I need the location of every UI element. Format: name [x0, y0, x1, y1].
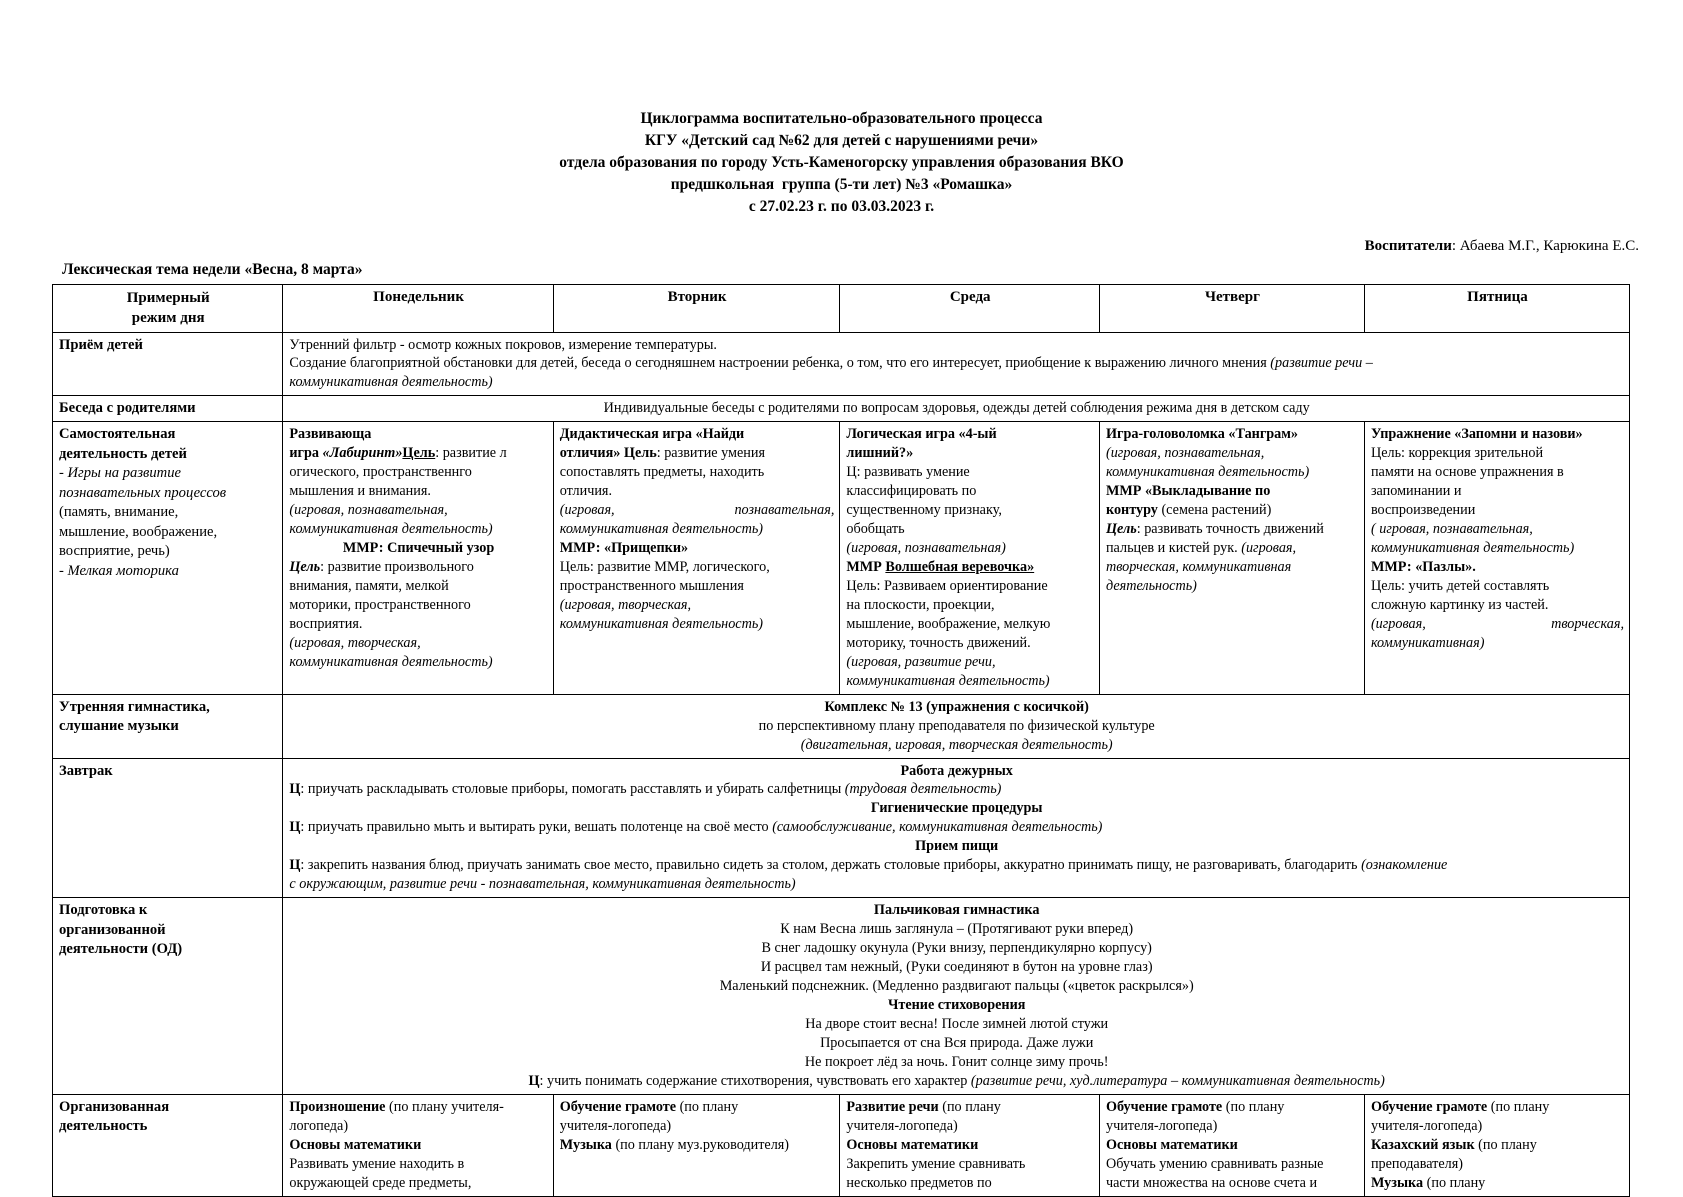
samost-mon-2b: «Лабиринт»	[322, 445, 403, 462]
organized-fri-3	[1371, 1136, 1624, 1154]
organized-fri-4: преподавателя)	[1370, 1155, 1463, 1172]
podgotovka-poem-5: На дворе стоит весна! После зимней лютой стужи	[805, 1015, 1109, 1032]
row-content-zavtrak	[283, 758, 1630, 898]
samost-tue-10: (игровая, творческая,	[559, 596, 692, 613]
samost-tue-11: коммуникативная деятельность)	[559, 615, 764, 632]
samost-fri-12: коммуникативная)	[1370, 634, 1485, 651]
zavtrak-para-2-t: : приучать правильно мыть и вытирать руки, вешать полотенце на своё место	[300, 819, 773, 836]
organized-thu-5: части множества на основе счета и	[1105, 1174, 1318, 1191]
zavtrak-heading-1: Работа дежурных	[900, 762, 1013, 779]
organized-thursday-cell	[1099, 1094, 1364, 1196]
samost-wed-5: существенному признаку,	[846, 502, 1002, 519]
samost-mon-2	[289, 444, 547, 462]
samost-wed-7: (игровая, познавательная)	[846, 540, 1006, 557]
samost-tue-9: пространственного мышления	[559, 577, 744, 594]
header-line-4: предшкольная группа (5-ти лет) №3 «Ромашка»	[670, 176, 1013, 193]
organized-thu-2: учителя-логопеда)	[1105, 1117, 1218, 1134]
samost-wed-3: Ц: развивать умение	[846, 464, 970, 481]
zavtrak-para-3-t: : закрепить названия блюд, приучать занимать свое место, правильно сидеть за столом, держать столовые приборы, аккуратно принимать пищу, не разговаривать, благодарить	[300, 857, 1362, 874]
gymn-line-1: Комплекс № 13 (упражнения с косичкой)	[824, 698, 1089, 715]
samost-fri-10: сложную картинку из частей.	[1370, 596, 1549, 613]
organized-fri-1b: Обучение грамоте	[1370, 1098, 1488, 1115]
samost-tue-5a: (игровая,	[559, 502, 615, 519]
zavtrak-para-1-b: Ц	[289, 781, 301, 798]
teachers-line	[0, 218, 1683, 255]
samost-wed-13: (игровая, развитие речи,	[846, 653, 996, 670]
podgotovka-poem-6: Просыпается от сна Вся природа. Даже лужи	[820, 1034, 1094, 1051]
samost-fri-2: Цель: коррекция зрительной	[1370, 445, 1544, 462]
samost-thu-2: (игровая, познавательная,	[1105, 445, 1265, 462]
cyclogram-table	[52, 284, 1630, 1197]
header-line-2: КГУ «Детский сад №62 для детей с нарушениями речи»	[644, 132, 1039, 149]
samost-label-b2: деятельность детей	[59, 445, 187, 462]
organized-tue-2: учителя-логопеда)	[559, 1117, 672, 1134]
samost-fri-3: памяти на основе упражнения в	[1370, 464, 1564, 481]
samost-label-i1: - Игры на развитие	[59, 465, 181, 482]
samost-thu-9: деятельность)	[1105, 577, 1197, 594]
podgotovka-poem-7: Не покроет лёд за ночь. Гонит солнце зиму прочь!	[804, 1053, 1109, 1070]
organized-fri-3n: (по плану	[1474, 1136, 1537, 1153]
table-row-podgotovka	[53, 898, 1630, 1095]
organized-fri-3b: Казахский язык	[1370, 1136, 1475, 1153]
zavtrak-para-3-b: Ц	[289, 857, 301, 874]
column-header-wednesday: Среда	[840, 285, 1100, 333]
samost-wed-8a: ММР	[846, 559, 886, 575]
lexical-theme: Лексическая тема недели «Весна, 8 марта»	[62, 261, 363, 278]
samost-thu-5	[1106, 501, 1359, 519]
samost-mon-8a: Цель	[289, 559, 321, 575]
priem-line-2-italic: (развитие речи –	[1270, 355, 1373, 372]
organized-thu-4: Обучать умению сравнивать разные	[1105, 1155, 1324, 1172]
organized-wed-4: Закрепить умение сравнивать	[846, 1155, 1026, 1172]
podgotovka-goal-b: Ц	[528, 1072, 540, 1089]
samost-wed-6: обобщать	[846, 521, 905, 538]
samost-mon-7: ММР: Спичечный узор	[342, 540, 495, 557]
samost-thu-5b: (семена растений)	[1161, 502, 1272, 519]
row-label-gymnastika	[53, 694, 283, 758]
samost-fri-8: ММР: «Пазлы».	[1370, 559, 1476, 575]
samost-thu-8: творческая, коммуникативная	[1105, 559, 1292, 575]
samost-mon-9: внимания, памяти, мелкой	[289, 577, 449, 594]
samost-mon-4: мышления и внимания.	[289, 483, 431, 500]
organized-mon-1	[289, 1098, 547, 1116]
samost-mon-2d: : развитие л	[435, 445, 507, 462]
samost-mon-1: Развивающа	[289, 426, 372, 443]
priem-line-2	[289, 354, 1624, 372]
column-header-tuesday: Вторник	[553, 285, 840, 333]
gymn-label-2: слушание музыки	[59, 718, 179, 735]
priem-line-1: Утренний фильтр - осмотр кожных покровов, измерение температуры.	[289, 336, 717, 353]
zavtrak-para-1	[289, 780, 1624, 798]
column-header-regime-line1: Примерный	[126, 290, 210, 306]
priem-line-2-text: Создание благоприятной обстановки для детей, беседа о сегодняшнем настроении ребенка, о том, что его интересует, приобщение к выражению личного мнения	[289, 355, 1271, 372]
organized-thu-1b: Обучение грамоте	[1105, 1098, 1223, 1115]
samost-fri-6: ( игровая, познавательная,	[1370, 521, 1533, 538]
column-header-thursday: Четверг	[1099, 285, 1364, 333]
organized-tue-3b: Музыка	[559, 1136, 612, 1153]
organized-tue-1b: Обучение грамоте	[559, 1098, 677, 1115]
table-row-gymnastika	[53, 694, 1630, 758]
organized-tue-1n: (по плану	[676, 1098, 739, 1115]
organized-tue-3n: (по плану муз.руководителя)	[611, 1136, 790, 1153]
row-content-podgotovka	[283, 898, 1630, 1095]
organized-mon-5: окружающей среде предметы,	[289, 1174, 472, 1191]
samost-wed-10: на плоскости, проекции,	[846, 596, 995, 613]
samost-thu-6b: : развивать точность движений	[1136, 521, 1324, 538]
table-row-priem	[53, 332, 1630, 396]
row-label-podgotovka	[53, 898, 283, 1095]
organized-tuesday-cell	[553, 1094, 840, 1196]
samost-mon-3: огического, пространственнго	[289, 464, 472, 481]
organized-mon-4: Развивать умение находить в	[289, 1155, 465, 1172]
zavtrak-para-2-i: (самообслуживание, коммуникативная деятельность)	[772, 819, 1103, 836]
samost-tue-2b: : развитие умения	[656, 445, 766, 462]
organized-fri-1n: (по плану	[1487, 1098, 1550, 1115]
samost-thu-6	[1106, 520, 1359, 538]
row-content-beseda: Индивидуальные беседы с родителями по вопросам здоровья, одежды детей соблюдения режима дня в детском саду	[283, 396, 1630, 422]
podgotovka-label-1: Подготовка к	[59, 902, 148, 919]
organized-wed-3: Основы математики	[846, 1136, 979, 1153]
podgotovka-goal-i: (развитие речи, худ.литература – коммуникативная деятельность)	[970, 1072, 1385, 1089]
samost-thursday-cell	[1099, 422, 1364, 694]
samost-monday-cell	[283, 422, 553, 694]
table-row-beseda	[53, 396, 1630, 422]
samost-fri-1: Упражнение «Запомни и назови»	[1370, 426, 1583, 443]
priem-line-3: коммуникативная деятельность)	[289, 374, 493, 391]
zavtrak-para-2	[289, 818, 1624, 836]
samost-label-n2: мышление, воображение,	[59, 523, 218, 540]
samost-wed-11: мышление, воображение, мелкую	[846, 615, 1051, 632]
samost-friday-cell	[1364, 422, 1629, 694]
podgotovka-goal-t: : учить понимать содержание стихотворения, чувствовать его характер	[539, 1072, 971, 1089]
podgotovka-goal	[289, 1072, 1624, 1090]
samost-thu-3: коммуникативная деятельность)	[1105, 464, 1310, 481]
samost-fri-9: Цель: учить детей составлять	[1370, 577, 1550, 594]
samost-mon-2a: игра	[289, 445, 323, 462]
samost-label-i3: - Мелкая моторика	[59, 562, 179, 579]
samost-label-i2: познавательных процессов	[59, 484, 227, 501]
samost-tuesday-cell	[553, 422, 840, 694]
samost-tue-7: ММР: «Прищепки»	[559, 540, 689, 557]
organized-mon-3: Основы математики	[289, 1136, 422, 1153]
zavtrak-heading-2: Гигиенические процедуры	[870, 800, 1043, 817]
samost-thu-4: ММР «Выкладывание по	[1105, 483, 1271, 500]
samost-tue-8: Цель: развитие ММР, логического,	[559, 559, 770, 575]
teachers-value: : Абаева М.Г., Карюкина Е.С.	[1451, 238, 1639, 254]
organized-thu-1	[1106, 1098, 1359, 1116]
zavtrak-para-3-cont: с окружающим, развитие речи - познавательная, коммуникативная деятельность)	[289, 876, 796, 893]
header-line-1: Циклограмма воспитательно-образовательного процесса	[640, 110, 1043, 127]
organized-wed-1n: (по плану	[938, 1098, 1001, 1115]
organized-wed-2: учителя-логопеда)	[846, 1117, 958, 1134]
row-label-zavtrak: Завтрак	[53, 758, 283, 898]
samost-tue-4: отличия.	[559, 483, 612, 500]
column-header-regime	[53, 285, 283, 333]
gymn-label-1: Утренняя гимнастика,	[59, 698, 210, 715]
samost-wed-12: моторику, точность движений.	[846, 634, 1031, 651]
table-row-zavtrak	[53, 758, 1630, 898]
zavtrak-para-1-i: (трудовая деятельность)	[844, 781, 1002, 798]
samost-mon-8	[289, 558, 547, 576]
organized-mon-2: логопеда)	[289, 1117, 349, 1134]
podgotovka-label-3: деятельности (ОД)	[59, 941, 183, 958]
samost-mon-13: коммуникативная деятельность)	[289, 653, 493, 670]
samost-tue-3: сопоставлять предметы, находить	[559, 464, 765, 481]
zavtrak-para-3	[289, 856, 1624, 874]
podgotovka-heading-2: Чтение стиховорения	[887, 996, 1026, 1013]
column-header-monday: Понедельник	[283, 285, 553, 333]
samost-fri-11	[1371, 615, 1624, 633]
zavtrak-para-3-i: (ознакомление	[1361, 857, 1448, 874]
document-header	[0, 0, 1683, 218]
zavtrak-heading-3: Прием пищи	[915, 838, 999, 855]
gymn-line-2: по перспективному плану преподавателя по физической культуре	[758, 717, 1155, 734]
header-line-3: отдела образования по городу Усть-Каменогорску управления образования ВКО	[559, 154, 1124, 171]
samost-wednesday-cell	[840, 422, 1100, 694]
samost-thu-6a: Цель	[1105, 521, 1137, 538]
samost-mon-11: восприятия.	[289, 615, 363, 632]
organized-friday-cell	[1364, 1094, 1629, 1196]
podgotovka-poem-3: И расцвел там нежный, (Руки соединяют в бутон на уровне глаз)	[760, 959, 1153, 976]
row-label-organized	[53, 1094, 283, 1196]
samost-fri-11b: творческая,	[1551, 615, 1624, 632]
samost-fri-4: запоминании и	[1370, 483, 1462, 500]
organized-wednesday-cell	[840, 1094, 1100, 1196]
samost-fri-7: коммуникативная деятельность)	[1370, 540, 1575, 557]
organized-thu-1n: (по плану	[1222, 1098, 1285, 1115]
table-row-samostoyatelnaya	[53, 422, 1630, 694]
podgotovka-poem-1: К нам Весна лишь заглянула – (Протягивают руки вперед)	[780, 921, 1134, 938]
gymn-line-3: (двигательная, игровая, творческая деятельность)	[800, 736, 1113, 753]
zavtrak-para-1-t: : приучать раскладывать столовые приборы, помогать расставлять и убирать салфетницы	[300, 781, 845, 798]
samost-thu-7b: (игровая,	[1241, 540, 1297, 557]
organized-label-2: деятельность	[59, 1118, 148, 1135]
organized-monday-cell	[283, 1094, 553, 1196]
samost-tue-2a: отличия» Цель	[559, 445, 657, 462]
samost-mon-2c: Цель	[402, 445, 436, 462]
row-label-priem: Приём детей	[53, 332, 283, 396]
samost-tue-6: коммуникативная деятельность)	[559, 521, 764, 538]
row-label-samostoyatelnaya	[53, 422, 283, 694]
samost-label-b1: Самостоятельная	[59, 426, 176, 443]
samost-wed-1: Логическая игра «4-ый	[846, 426, 997, 443]
row-content-priem	[283, 332, 1630, 396]
samost-tue-5	[560, 501, 835, 519]
samost-wed-9: Цель: Развиваем ориентирование	[846, 577, 1048, 594]
samost-thu-7	[1106, 539, 1359, 557]
teachers-label: Воспитатели	[1364, 238, 1452, 254]
organized-tue-3	[560, 1136, 835, 1154]
organized-tue-1	[560, 1098, 835, 1116]
organized-wed-1	[846, 1098, 1094, 1116]
organized-label-1: Организованная	[59, 1098, 170, 1115]
samost-thu-7a: пальцев и кистей рук.	[1105, 540, 1242, 557]
row-content-gymnastika	[283, 694, 1630, 758]
podgotovka-label-2: организованной	[59, 921, 166, 938]
table-header-row	[53, 285, 1630, 333]
organized-wed-1b: Развитие речи	[846, 1098, 939, 1115]
samost-label-n3: восприятие, речь)	[59, 543, 170, 560]
samost-mon-12: (игровая, творческая,	[289, 634, 421, 651]
organized-mon-1b: Произношение	[289, 1098, 386, 1115]
samost-wed-2: лишний?»	[846, 445, 914, 462]
podgotovka-poem-2: В снег ладошку окунула (Руки внизу, перпендикулярно корпусу)	[761, 940, 1152, 957]
organized-fri-1	[1371, 1098, 1624, 1116]
samost-wed-8	[846, 558, 1094, 576]
organized-wed-5: несколько предметов по	[846, 1174, 992, 1191]
organized-mon-1n: (по плану учителя-	[385, 1098, 504, 1115]
samost-tue-1: Дидактическая игра «Найди	[559, 426, 745, 443]
samost-wed-14: коммуникативная деятельность)	[846, 672, 1050, 689]
samost-fri-5: воспроизведении	[1370, 502, 1476, 519]
samost-wed-4: классифицировать по	[846, 483, 977, 500]
samost-thu-5a: контуру	[1105, 502, 1162, 519]
organized-fri-5	[1371, 1174, 1624, 1192]
samost-mon-5: (игровая, познавательная,	[289, 502, 448, 519]
podgotovka-heading-1: Пальчиковая гимнастика	[873, 902, 1040, 919]
samost-mon-8b: : развитие произвольного	[320, 559, 474, 575]
column-header-regime-line2: режим дня	[131, 310, 205, 327]
samost-label-n1: (память, внимание,	[59, 504, 179, 521]
samost-fri-11a: (игровая,	[1370, 615, 1426, 632]
organized-thu-3: Основы математики	[1105, 1136, 1238, 1153]
samost-wed-8b: Волшебная веревочка»	[885, 559, 1035, 575]
samost-mon-10: моторики, пространственного	[289, 596, 471, 613]
samost-tue-2	[560, 444, 835, 462]
organized-fri-2: учителя-логопеда)	[1370, 1117, 1483, 1134]
table-row-organized	[53, 1094, 1630, 1196]
row-label-beseda: Беседа с родителями	[53, 396, 283, 422]
samost-tue-5b: познавательная,	[734, 502, 835, 519]
samost-mon-6: коммуникативная деятельность)	[289, 521, 493, 538]
organized-fri-5b: Музыка	[1370, 1174, 1424, 1191]
zavtrak-para-2-b: Ц	[289, 819, 301, 836]
samost-thu-1: Игра-головоломка «Танграм»	[1105, 426, 1299, 443]
header-line-5: с 27.02.23 г. по 03.03.2023 г.	[748, 198, 935, 215]
organized-fri-5n: (по плану	[1423, 1174, 1486, 1191]
podgotovka-poem-4: Маленький подснежник. (Медленно раздвигают пальцы («цветок раскрылся»)	[719, 978, 1194, 995]
column-header-friday: Пятница	[1364, 285, 1629, 333]
